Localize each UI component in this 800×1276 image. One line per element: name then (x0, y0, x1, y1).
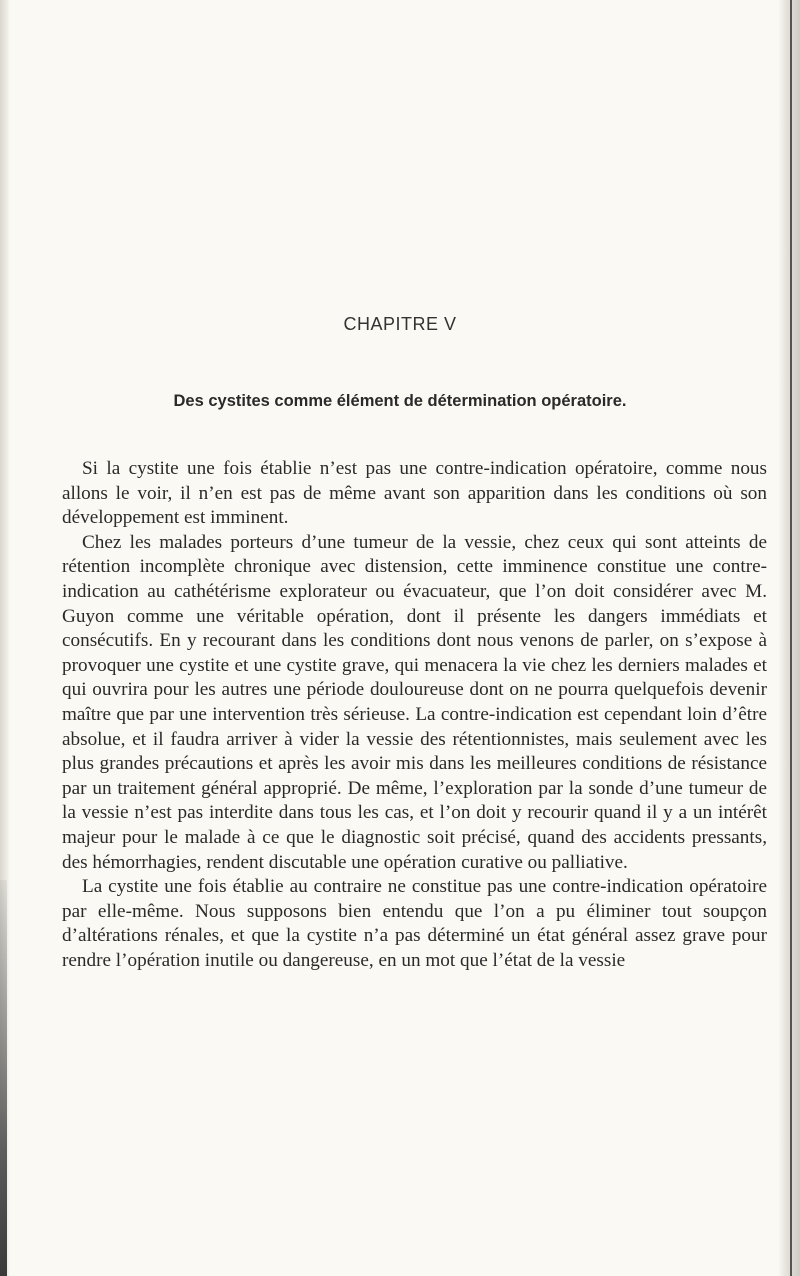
chapter-heading: CHAPITRE V (343, 314, 457, 334)
scan-shadow-left (0, 880, 7, 1276)
paragraph-3: La cystite une fois établie au contraire ne constitue pas une contre-indication opératoire par elle-même. Nous supposons bien entendu que l’on a pu éliminer tout soupçon d’altérations rénales, et que la cystite n’a pas déterminé un état général assez grave pour rendre l’opération inutile ou dangereuse, en un mot que l’état de la vessie (62, 876, 767, 971)
paragraph-1: Si la cystite une fois établie n’est pas une contre-indication opératoire, comme nous allons le voir, il n’en est pas de même avant son apparition dans les conditions où son développement est imminent. (62, 458, 767, 529)
scan-binding-line (790, 0, 792, 1276)
paragraph-2: Chez les malades porteurs d’une tumeur de la vessie, chez ceux qui sont atteints de rétention incomplète chronique avec distension, cette imminence constitue une contre-indication au cathétérisme explorateur ou évacuateur, que l’on doit considérer avec M. Guyon comme une véritable opération, dont il présente les dangers immédiats et consécutifs. En y recourant dans les conditions dont nous venons de parler, on s’expose à provoquer une cystite et une cystite grave, qui menacera la vie chez les derniers malades et qui ouvrira pour les autres une période douloureuse dont on ne pourra quelquefois devenir maître que par une intervention très sérieuse. La contre-indication est cependant loin d’être absolue, et il faudra arriver à vider la vessie des rétentionnistes, mais seulement avec les plus grandes précautions et après les avoir mis dans les meilleures conditions de résistance par un traitement général approprié. De même, l’exploration par la sonde d’une tumeur de la vessie n’est pas interdite dans tous les cas, et l’on doit y recourir quand il y a un intérêt majeur pour le malade à ce que le diagnostic soit précisé, quand des accidents pressants, des hémorrhagies, rendent discutable une opération curative ou palliative. (62, 531, 767, 873)
chapter-subtitle: Des cystites comme élément de détermination opératoire. (173, 392, 627, 410)
scan-edge-right (778, 0, 800, 1276)
body-text (62, 457, 767, 973)
